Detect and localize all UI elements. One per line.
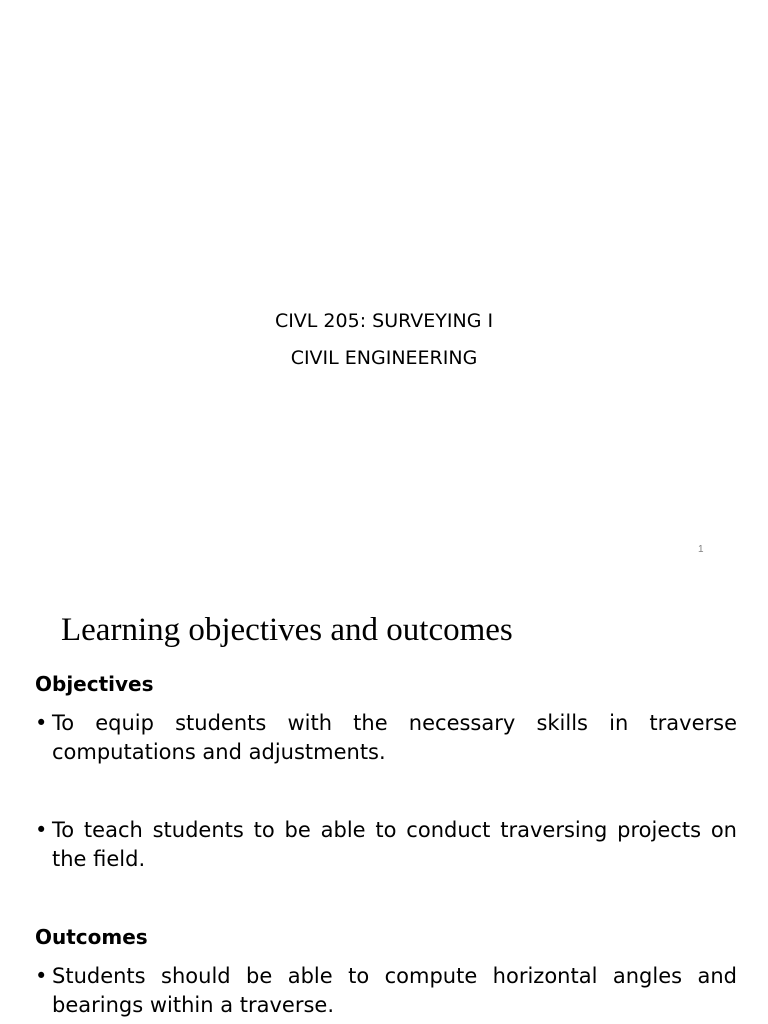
- slide-heading: Learning objectives and outcomes: [61, 612, 513, 648]
- course-code-title: CIVL 205: SURVEYING I: [274, 310, 494, 332]
- objective-text: To equip students with the necessary skills in traverse computations and adjustments.: [52, 711, 737, 764]
- objective-item: [35, 816, 737, 874]
- objectives-label: Objectives: [35, 672, 154, 696]
- outcomes-label: Outcomes: [35, 925, 148, 949]
- objective-text: To teach students to be able to conduct traversing projects on the field.: [52, 818, 737, 871]
- bullet-icon: •: [35, 964, 48, 988]
- bullet-icon: •: [35, 818, 48, 842]
- bullet-icon: •: [35, 711, 48, 735]
- slide-number: 1: [698, 544, 704, 555]
- outcome-text: Students should be able to compute horizontal angles and bearings within a traverse.: [52, 964, 737, 1017]
- objective-item: [35, 709, 737, 767]
- department-subtitle: CIVIL ENGINEERING: [290, 347, 478, 369]
- outcome-item: [35, 962, 737, 1020]
